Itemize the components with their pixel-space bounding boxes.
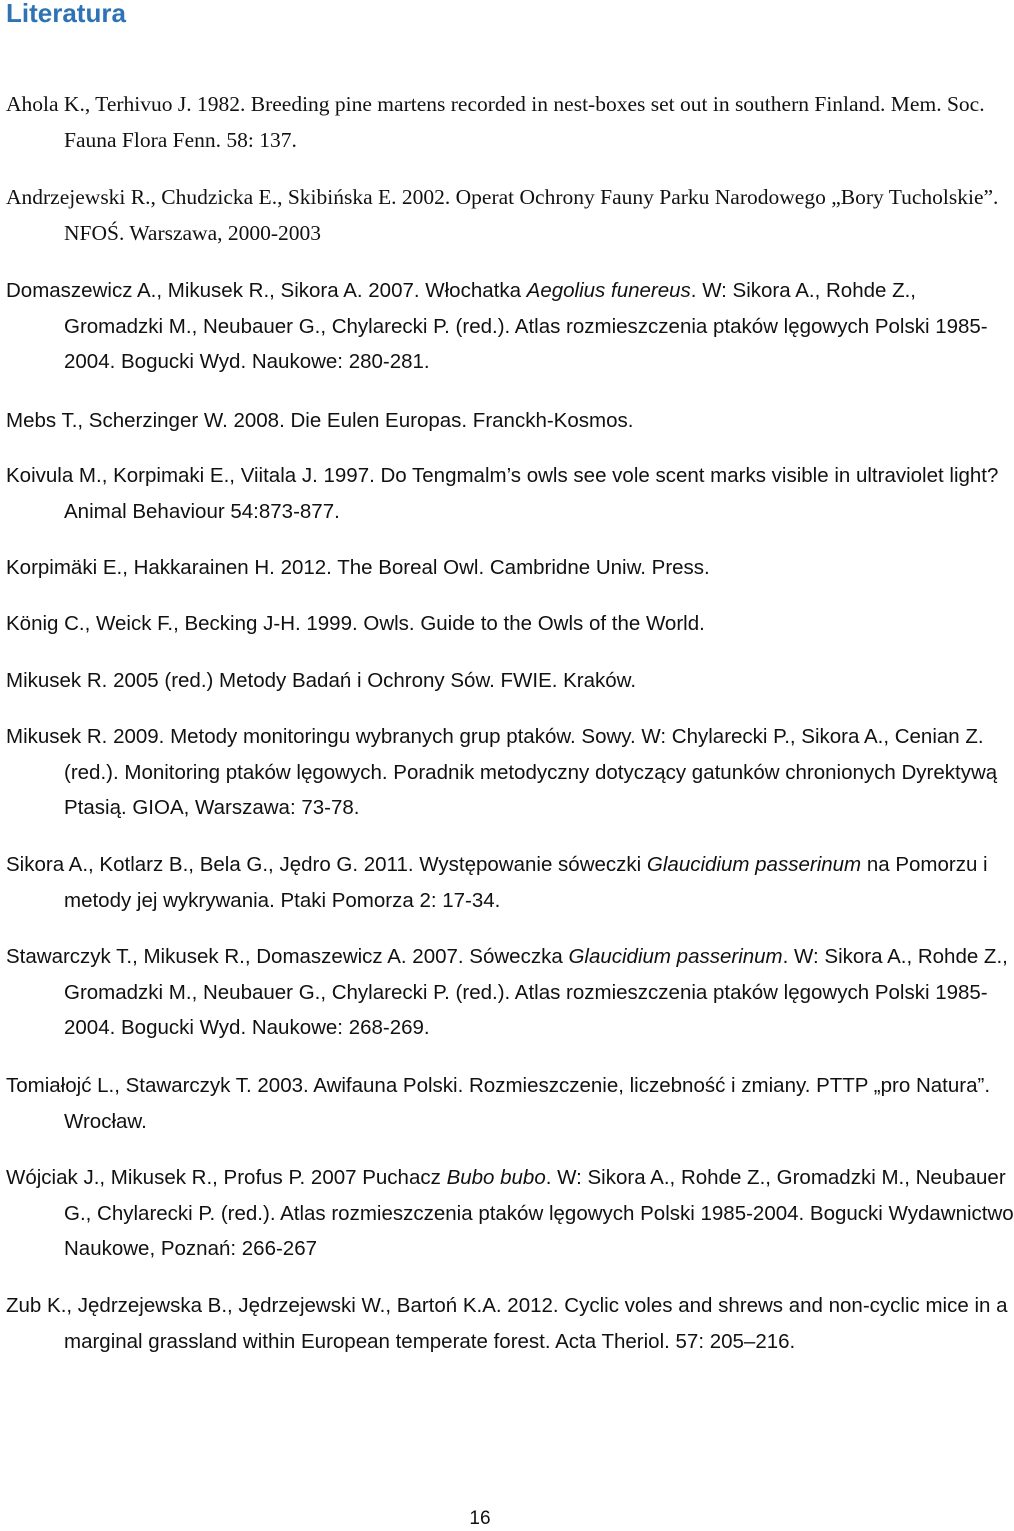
reference-entry [6, 458, 1014, 529]
reference-text: Korpimäki E., Hakkarainen H. 2012. The Boreal Owl. Cambridne Uniw. Press. [6, 556, 710, 579]
reference-text: Mikusek R. 2005 (red.) Metody Badań i Ochrony Sów. FWIE. Kraków. [6, 669, 637, 692]
reference-text: . W: Sikora A., Rohde Z., Gromadzki M., Neubauer G., Chylarecki P. (red.). Atlas rozmieszczenia ptaków lęgowych Polski 1985-2004. Bogucki Wyd. Naukowe: 280-281. [64, 279, 988, 373]
reference-text: Domaszewicz A., Mikusek R., Sikora A. 2007. Włochatka [6, 279, 527, 302]
reference-entry [6, 180, 1014, 251]
reference-text: Mebs T., Scherzinger W. 2008. Die Eulen Europas. Franckh-Kosmos. [6, 409, 634, 432]
species-name: Glaucidium passerinum [646, 853, 862, 876]
species-name: Glaucidium passerinum [568, 945, 783, 968]
reference-entry [6, 550, 1014, 586]
reference-entry [6, 1160, 1014, 1267]
reference-text: Andrzejewski R., Chudzicka E., Skibińska E. 2002. Operat Ochrony Fauny Parku Narodowego „Bory Tucholskie”. NFOŚ. Warszawa, 2000-2003 [6, 185, 999, 245]
reference-text: na Pomorzu i metody jej wykrywania. Ptaki Pomorza 2: 17-34. [64, 853, 988, 912]
reference-entry [6, 939, 1014, 1046]
reference-text: Stawarczyk T., Mikusek R., Domaszewicz A. 2007. Sóweczka [6, 945, 569, 968]
page-number: 16 [469, 1508, 491, 1529]
section-heading: Literatura [6, 0, 126, 28]
reference-entry [6, 719, 1014, 826]
reference-text: . W: Sikora A., Rohde Z., Gromadzki M., Neubauer G., Chylarecki P. (red.). Atlas rozmieszczenia ptaków lęgowych Polski 1985-2004. Bogucki Wyd. Naukowe: 268-269. [64, 945, 1008, 1039]
species-name: Aegolius funereus [526, 279, 691, 302]
reference-entry [6, 663, 1014, 699]
reference-text: . W: Sikora A., Rohde Z., Gromadzki M., Neubauer G., Chylarecki P. (red.). Atlas rozmieszczenia ptaków lęgowych Polski 1985-2004. Bogucki Wydawnictwo Naukowe, Poznań: 266-267 [64, 1166, 1014, 1260]
reference-entry [6, 1288, 1014, 1359]
reference-text: Tomiałojć L., Stawarczyk T. 2003. Awifauna Polski. Rozmieszczenie, liczebność i zmiany. PTTP „pro Natura”. Wrocław. [6, 1074, 991, 1133]
reference-entry [6, 1068, 1014, 1139]
reference-text: Wójciak J., Mikusek R., Profus P. 2007 Puchacz [6, 1166, 447, 1189]
reference-entry [6, 847, 1014, 918]
reference-text: Sikora A., Kotlarz B., Bela G., Jędro G. 2011. Występowanie sóweczki [6, 853, 647, 876]
species-name: Bubo bubo [446, 1166, 546, 1189]
reference-text: Koivula M., Korpimaki E., Viitala J. 1997. Do Tengmalm’s owls see vole scent marks visible in ultraviolet light? Animal Behaviour 54:873-877. [6, 464, 999, 523]
reference-entry [6, 403, 1014, 439]
reference-entry [6, 273, 1014, 380]
reference-entry [6, 87, 1014, 158]
reference-entry [6, 606, 1014, 642]
reference-text: Zub K., Jędrzejewska B., Jędrzejewski W., Bartoń K.A. 2012. Cyclic voles and shrews and non-cyclic mice in a marginal grassland within European temperate forest. Acta Theriol. 57: 205–216. [6, 1294, 1008, 1353]
reference-text: König C., Weick F., Becking J-H. 1999. Owls. Guide to the Owls of the World. [6, 612, 705, 635]
reference-text: Ahola K., Terhivuo J. 1982. Breeding pine martens recorded in nest-boxes set out in southern Finland. Mem. Soc. Fauna Flora Fenn. 58: 137. [6, 92, 985, 152]
reference-text: Mikusek R. 2009. Metody monitoringu wybranych grup ptaków. Sowy. W: Chylarecki P., Sikora A., Cenian Z. (red.). Monitoring ptaków lęgowych. Poradnik metodyczny dotyczący gatunków chronionych Dyrektywą Ptasią. GIOA, Warszawa: 73-78. [6, 725, 998, 819]
